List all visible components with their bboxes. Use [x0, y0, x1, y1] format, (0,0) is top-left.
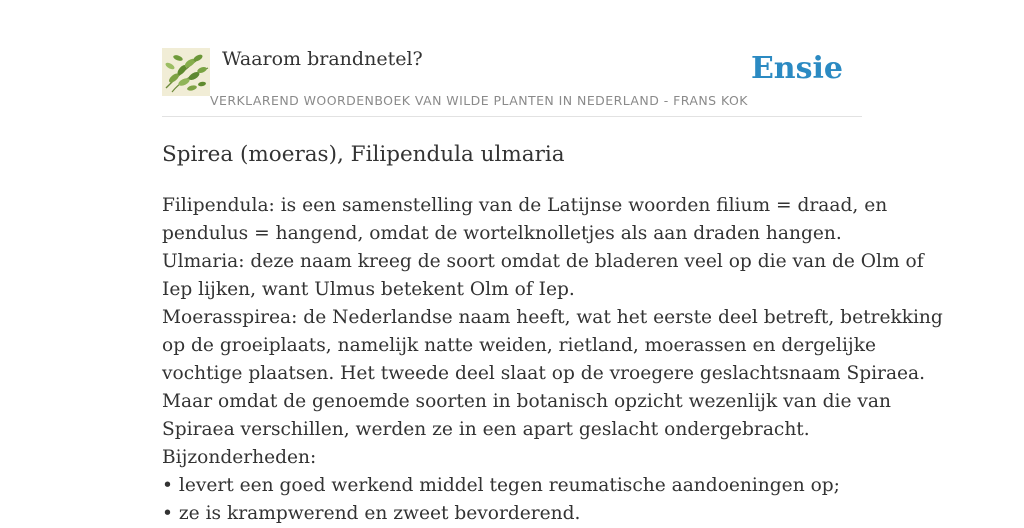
body-line: Maar omdat de genoemde soorten in botanisch opzicht wezenlijk van die van	[162, 391, 891, 412]
list-item: • ze is krampwerend en zweet bevorderend.	[162, 503, 581, 524]
body-line: vochtige plaatsen. Het tweede deel slaat op de vroegere geslachtsnaam Spiraea.	[162, 363, 926, 384]
plant-leaves-icon	[162, 48, 210, 96]
body-line: Ulmaria: deze naam kreeg de soort omdat de bladeren veel op die van de Olm of	[162, 251, 924, 272]
body-line: Iep lijken, want Ulmus betekent Olm of Iep.	[162, 279, 575, 300]
body-line: pendulus = hangend, omdat de wortelknolletjes als aan draden hangen.	[162, 223, 842, 244]
document-title[interactable]: Waarom brandnetel?	[222, 48, 423, 70]
body-line: op de groeiplaats, namelijk natte weiden, rietland, moerassen en dergelijke	[162, 335, 876, 356]
body-line: Bijzonderheden:	[162, 447, 317, 468]
entry-title: Spirea (moeras), Filipendula ulmaria	[162, 142, 565, 167]
brand-logo[interactable]: Ensie	[750, 51, 843, 86]
header	[162, 44, 862, 117]
source-subtitle[interactable]: VERKLAREND WOORDENBOEK VAN WILDE PLANTEN IN NEDERLAND - FRANS KOK	[210, 93, 748, 108]
entry-body	[162, 192, 943, 528]
body-line: Filipendula: is een samenstelling van de Latijnse woorden filium = draad, en	[162, 195, 888, 216]
list-item: • levert een goed werkend middel tegen reumatische aandoeningen op;	[162, 475, 840, 496]
body-line: Moerasspirea: de Nederlandse naam heeft, wat het eerste deel betreft, betrekking	[162, 307, 943, 328]
avatar[interactable]	[162, 48, 210, 96]
body-line: Spiraea verschillen, werden ze in een apart geslacht ondergebracht.	[162, 419, 810, 440]
